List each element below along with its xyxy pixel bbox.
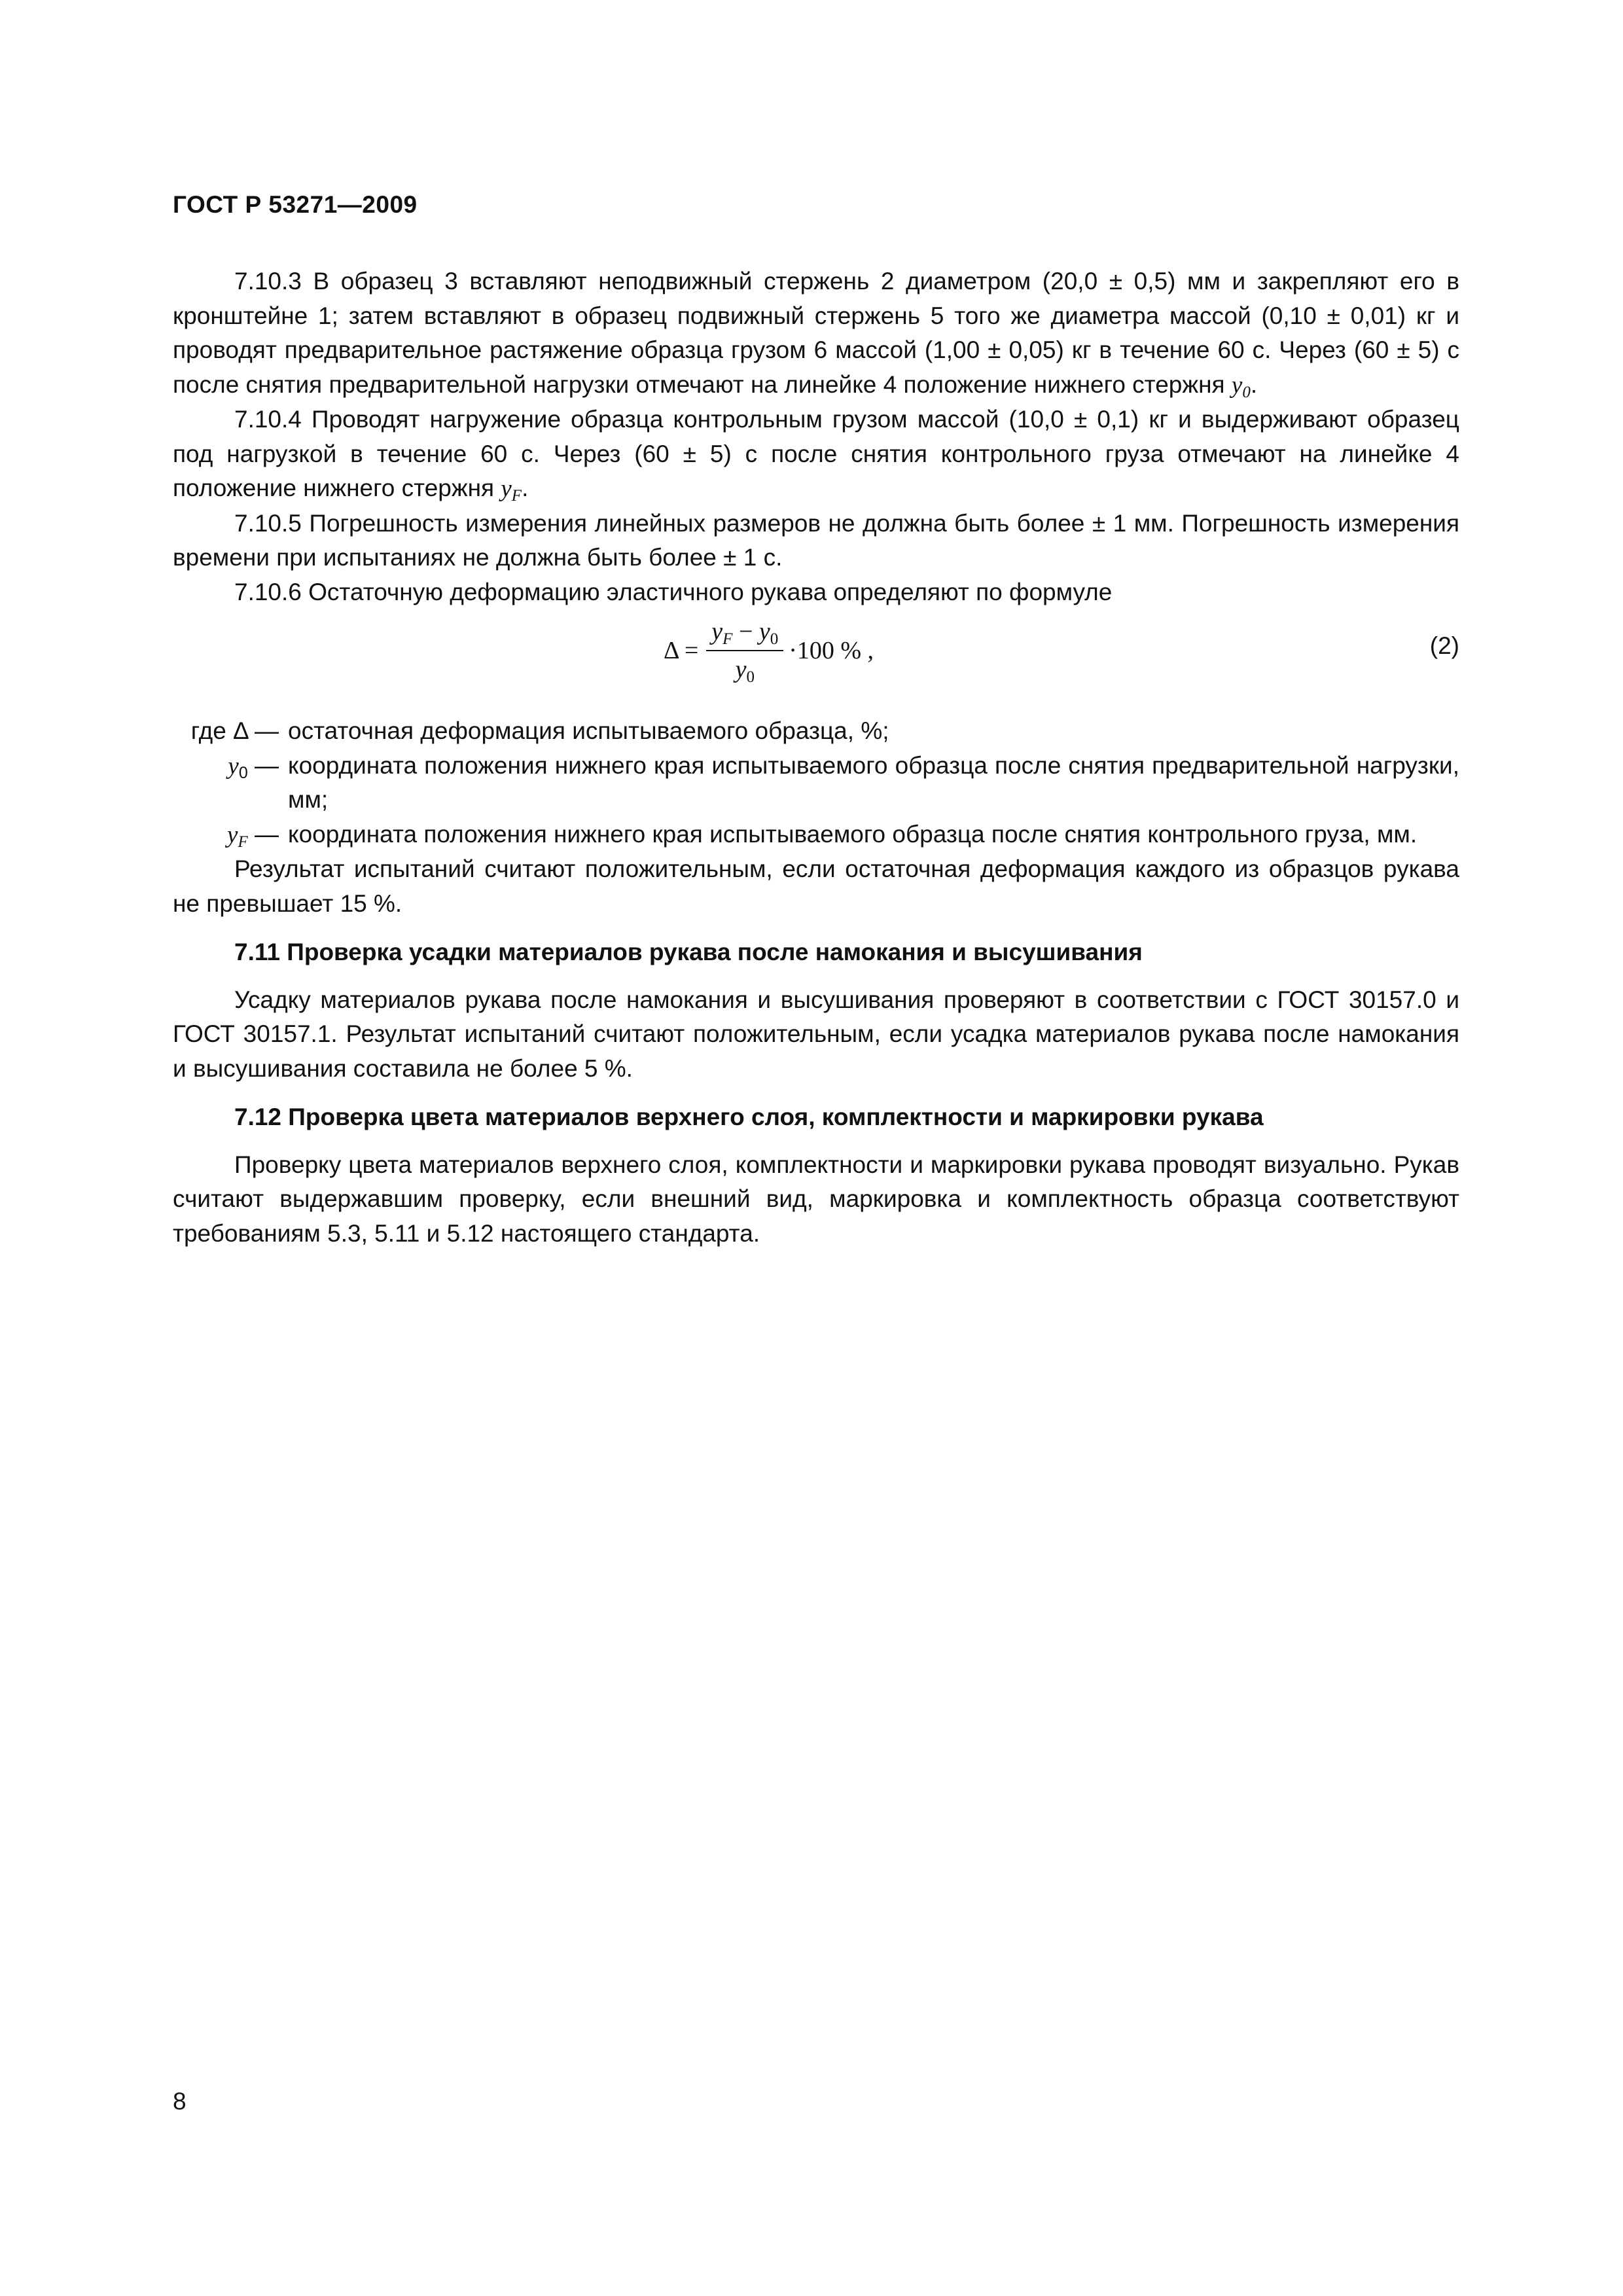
var-yF: $y_F$	[501, 475, 522, 505]
definition-symbol: где Δ —	[190, 717, 279, 744]
paragraph-7-10-4: 7.10.4 Проводят нагружение образца контрольным грузом массой (10,0 ± 0,1) кг и выдерживают образец под нагрузкой в течение 60 с. Через (60 ± 5) с после снятия контрольного груза отмечают на линейке 4 положение нижнего стержня $y_F$.	[173, 406, 1459, 505]
paragraph-7-10-6: 7.10.6 Остаточную деформацию эластичного рукава определяют по формуле	[234, 578, 1113, 605]
paragraph-7-10-5: 7.10.5 Погрешность измерения линейных размеров не должна быть более ± 1 мм. Погрешность измерения времени при испытаниях не должна быть более ± 1 с.	[173, 509, 1459, 571]
section-7-12-text: Проверку цвета материалов верхнего слоя, комплектности и маркировки рукава проводят визуально. Рукав считают выдержавшим проверку, если внешний вид, маркировка и комплектность образца соответствуют требованиям 5.3, 5.11 и 5.12 настоящего стандарта.	[173, 1151, 1459, 1247]
formula-number: (2)	[1429, 632, 1459, 659]
section-7-11-heading: 7.11 Проверка усадки материалов рукава после намокания и высушивания	[234, 939, 1143, 965]
paragraph-7-10-3: 7.10.3 В образец 3 вставляют неподвижный стержень 2 диаметром (20,0 ± 0,5) мм и закрепляют его в кронштейне 1; затем вставляют в образец подвижный стержень 5 того же диаметра массой (0,10 ± 0,01) кг и проводят предварительное растяжение образца грузом 6 массой (1,00 ± 0,05) кг в течение 60 с. Через (60 ± 5) с после снятия предварительной нагрузки отмечают на линейке 4 положение нижнего стержня $y_0$.	[173, 268, 1459, 401]
paragraph-7-10-3-text: 7.10.3 В образец 3 вставляют неподвижный стержень 2 диаметром (20,0 ± 0,5) мм и закрепляют его в кронштейне 1; затем вставляют в образец подвижный стержень 5 того же диаметра массой (0,10 ± 0,01) кг и проводят предварительное растяжение образца грузом 6 массой (1,00 ± 0,05) кг в течение 60 с. Через (60 ± 5) с после снятия предварительной нагрузки отмечают на линейке 4 положение нижнего стержня	[173, 268, 1459, 398]
document-header: ГОСТ Р 53271—2009	[173, 191, 418, 218]
definition-row	[173, 714, 1459, 749]
formula-expression	[664, 616, 874, 685]
section-7-11-text: Усадку материалов рукава после намокания и высушивания проверяют в соответствии с ГОСТ 30157.0 и ГОСТ 30157.1. Результат испытаний считают положительным, если усадка материалов рукава после намокания и высушивания составила не более 5 %.	[173, 986, 1459, 1082]
formula-2	[173, 613, 1459, 705]
formula-fraction	[706, 616, 783, 685]
var-y0: $y_0$	[1231, 371, 1251, 401]
definition-row	[173, 817, 1459, 853]
result-paragraph: Результат испытаний считают положительным, если остаточная деформация каждого из образцов рукава не превышает 15 %.	[173, 855, 1459, 917]
definition-symbol: $y_0$ —	[228, 751, 279, 782]
section-7-12-heading: 7.12 Проверка цвета материалов верхнего слоя, комплектности и маркировки рукава	[234, 1103, 1264, 1130]
formula-numerator: $y_F - y_0$	[706, 616, 783, 651]
formula-denominator: $y_0$	[735, 656, 755, 686]
definitions-list	[173, 714, 1459, 852]
definition-text: координата положения нижнего края испытываемого образца после снятия предварительной нагрузки, мм;	[288, 751, 1459, 813]
definition-text: координата положения нижнего края испытываемого образца после снятия контрольного груза, мм.	[288, 820, 1418, 848]
formula-lhs: Δ =	[664, 636, 699, 664]
page-number: 8	[173, 2088, 187, 2115]
formula-factor: ·100 % ,	[789, 636, 874, 664]
paragraph-7-10-4-text: 7.10.4 Проводят нагружение образца контрольным грузом массой (10,0 ± 0,1) кг и выдерживают образец под нагрузкой в течение 60 с. Через (60 ± 5) с после снятия контрольного груза отмечают на линейке 4 положение нижнего стержня	[173, 406, 1459, 501]
definition-text: остаточная деформация испытываемого образца, %;	[288, 717, 889, 744]
definition-symbol: $y_F$ —	[227, 820, 279, 851]
document-body	[173, 264, 1459, 1251]
definition-row	[173, 749, 1459, 817]
